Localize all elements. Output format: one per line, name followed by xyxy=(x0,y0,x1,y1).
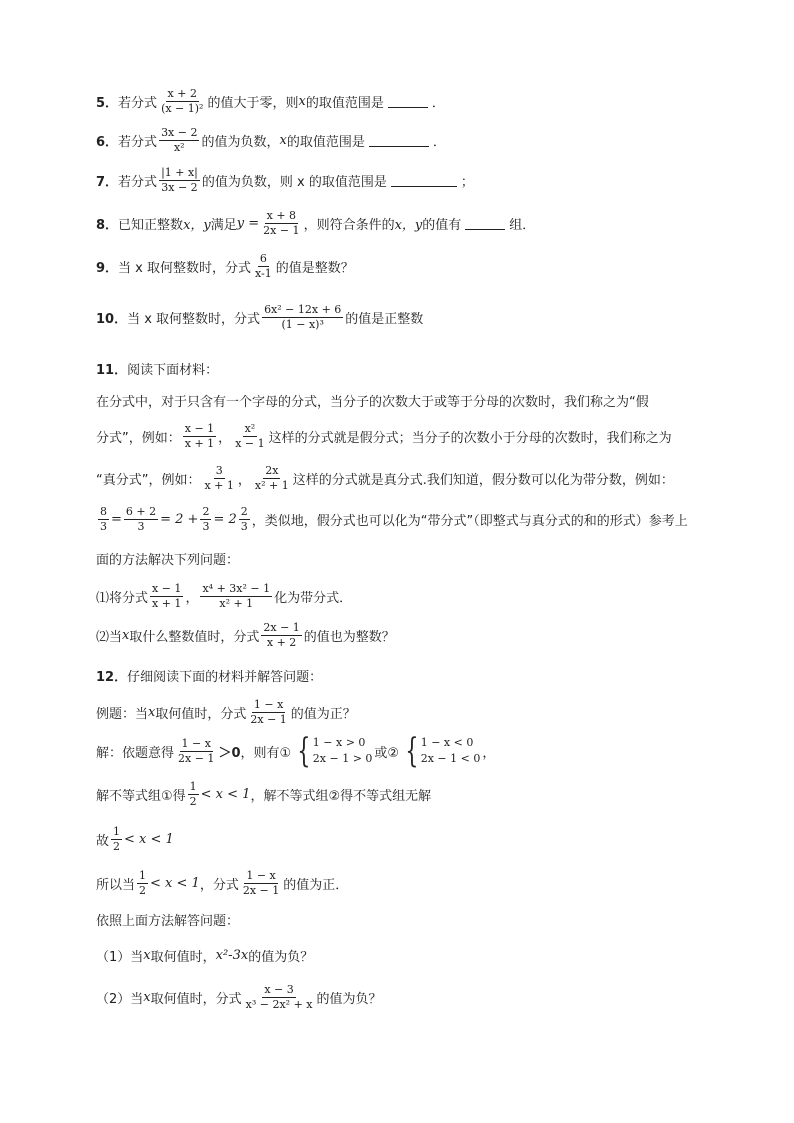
text-run: 2x − 1 < 0 xyxy=(420,752,481,765)
text-run: = 2 + xyxy=(160,512,199,527)
text-run: 11． xyxy=(96,363,128,378)
text-run: x xyxy=(143,948,151,963)
fraction-denominator: 2 xyxy=(139,884,147,897)
text-run: { xyxy=(405,731,419,771)
text-run: < x < 1 xyxy=(200,787,251,802)
fraction-numerator: 3 xyxy=(215,464,223,477)
fraction-denominator: 2x − 1 xyxy=(242,884,280,897)
text-run: 解不等式组①得 xyxy=(96,789,186,804)
fraction-numerator: x − 1 xyxy=(152,582,182,595)
fraction-numerator: 1 xyxy=(113,825,121,838)
question-7 xyxy=(96,166,474,195)
text-run: ⑴将分式 xyxy=(96,591,149,606)
fraction-numerator: 3x − 2 xyxy=(161,126,198,139)
inequality-system-1 xyxy=(293,731,373,771)
q6-fraction xyxy=(159,126,199,155)
fraction-numerator: 1 − x xyxy=(253,698,284,711)
fraction-denominator: x + 1 xyxy=(204,479,234,492)
q11-sub-2 xyxy=(96,621,395,650)
fraction-denominator: 2x − 1 xyxy=(178,751,215,765)
text-run: x xyxy=(143,990,151,1005)
q12-line-6 xyxy=(96,910,239,929)
text-run: 的值为负？ xyxy=(316,992,382,1007)
fraction xyxy=(202,464,235,493)
text-run: 若分式 xyxy=(118,135,158,150)
text-run: ， xyxy=(185,591,199,606)
q12-line-4 xyxy=(96,825,174,854)
text-run: 仔细阅读下面的材料并解答问题： xyxy=(127,670,323,685)
fraction-denominator: (x − 1)² xyxy=(161,102,204,115)
fraction-denominator: 2x − 1 xyxy=(250,713,287,726)
fraction-numerator: |1 + x| xyxy=(161,166,198,179)
text-run: 组． xyxy=(509,218,536,233)
fraction-numerator: x² xyxy=(244,422,256,435)
text-run: 的值为负数， xyxy=(201,135,280,150)
text-run: 取何值时，分式 xyxy=(150,992,242,1007)
fraction xyxy=(248,698,288,727)
fraction xyxy=(176,737,216,766)
q11-para-4 xyxy=(96,505,688,534)
text-run: ， xyxy=(482,745,496,761)
fraction-denominator: x² + 1 xyxy=(219,597,254,610)
fraction xyxy=(111,825,122,854)
text-run: x xyxy=(279,133,287,148)
text-run: 1 − x > 0 xyxy=(312,736,366,749)
fraction-denominator: x + 1 xyxy=(152,597,182,610)
answer-blank[interactable] xyxy=(388,95,428,108)
text-run: 6． xyxy=(96,135,119,150)
text-run: 故 xyxy=(96,834,110,849)
answer-blank[interactable] xyxy=(369,134,429,147)
text-run: 分式”，例如： xyxy=(96,431,181,446)
text-run: （1）当 xyxy=(96,950,144,965)
fraction xyxy=(244,983,315,1012)
fraction-denominator: 3 xyxy=(240,520,248,533)
text-run: 12． xyxy=(96,670,128,685)
text-run: 的取值范围是 xyxy=(305,96,384,111)
text-run: ，解不等式组②得不等式组无解 xyxy=(250,789,432,804)
fraction-numerator: x − 3 xyxy=(264,983,294,996)
text-run: ，类似地，假分式也可以化为“带分式”（即整式与真分式的和的形式）参考上 xyxy=(251,514,688,529)
text-run: 取何值时， xyxy=(150,950,216,965)
text-run xyxy=(421,735,481,767)
text-run: x，y xyxy=(183,218,211,233)
fraction xyxy=(183,422,216,451)
text-run: 当 x 取何整数时，分式 xyxy=(118,261,252,276)
text-run: ， xyxy=(218,431,232,446)
q9-fraction xyxy=(253,252,274,281)
text-run: x，y xyxy=(394,218,423,233)
fraction-denominator: 3 xyxy=(202,520,210,533)
q12-line-3 xyxy=(96,780,431,809)
fraction xyxy=(253,464,291,493)
fraction xyxy=(261,621,301,650)
text-run: 解：依题意得 xyxy=(96,745,175,761)
fraction xyxy=(239,505,250,534)
text-run: x xyxy=(298,94,306,109)
q8-fraction xyxy=(261,209,301,238)
question-5 xyxy=(96,87,445,116)
fraction xyxy=(150,582,183,611)
text-run: { xyxy=(297,731,311,771)
q12-line-5 xyxy=(96,869,348,898)
q10-fraction xyxy=(262,303,343,332)
fraction-denominator: 3 xyxy=(100,520,107,533)
text-run: ，则有① xyxy=(240,745,292,761)
text-run: ． xyxy=(431,96,445,111)
fraction-numerator: 1 xyxy=(189,780,197,793)
question-8 xyxy=(96,209,535,238)
fraction-denominator: x + 2 xyxy=(266,636,297,649)
fraction-numerator: x + 8 xyxy=(266,209,297,222)
fraction xyxy=(137,869,148,898)
text-run: < x < 1 xyxy=(150,876,200,891)
text-run: 已知正整数 xyxy=(118,218,184,233)
text-run: = xyxy=(111,512,122,527)
text-run: 当 x 取何整数时，分式 xyxy=(127,312,261,327)
text-run: ； xyxy=(460,175,474,190)
fraction-denominator: x − 1 xyxy=(235,437,265,450)
q5-fraction xyxy=(159,87,205,116)
text-run: 所以当 xyxy=(96,878,136,893)
text-run: 取何值时，分式 xyxy=(155,707,247,722)
q12-part-1 xyxy=(96,946,313,965)
inequality-system-2 xyxy=(401,731,481,771)
text-run: 的值为正？ xyxy=(290,707,356,722)
fraction-numerator: 2x − 1 xyxy=(263,621,300,634)
text-run: < x < 1 xyxy=(124,832,174,847)
text-run: ，则符合条件的 xyxy=(303,218,395,233)
fraction-numerator: 1 − x xyxy=(246,869,276,882)
question-9 xyxy=(96,252,354,281)
text-run: 依照上面方法解答问题： xyxy=(96,914,240,929)
text-run: ，分式 xyxy=(199,878,239,893)
q12-part-2 xyxy=(96,983,382,1012)
fraction-numerator: 8 xyxy=(100,505,107,518)
text-run: 的值是正整数 xyxy=(345,312,424,327)
question-6 xyxy=(96,126,446,155)
fraction-denominator: x-1 xyxy=(255,267,272,280)
q7-fraction xyxy=(159,166,200,195)
text-run: ， xyxy=(237,473,251,488)
answer-blank[interactable] xyxy=(391,174,457,187)
fraction xyxy=(98,505,109,534)
q12-solution xyxy=(96,731,496,771)
answer-blank[interactable] xyxy=(465,217,505,230)
question-10 xyxy=(96,303,423,332)
question-12 xyxy=(96,666,322,685)
text-run: 这样的分式就是真分式.我们知道，假分数可以化为带分数，例如： xyxy=(292,473,674,488)
text-run: 的取值范围是 xyxy=(286,135,365,150)
fraction xyxy=(200,582,272,611)
text-run: 面的方法解决下列问题： xyxy=(96,553,240,568)
fraction-denominator: 2 xyxy=(113,840,121,853)
fraction-denominator: 2x − 1 xyxy=(263,224,300,237)
text-run: 10． xyxy=(96,312,128,327)
fraction-denominator: x + 1 xyxy=(184,437,215,450)
text-run: 在分式中，对于只含有一个字母的分式，当分子的次数大于或等于分母的次数时，我们称之为“假 xyxy=(96,395,649,410)
text-run: “真分式”，例如： xyxy=(96,473,201,488)
text-run: 满足 xyxy=(210,218,237,233)
text-run: 的值是整数？ xyxy=(275,261,354,276)
question-11 xyxy=(96,359,218,378)
text-run xyxy=(313,735,373,767)
fraction-numerator: 1 xyxy=(139,869,147,882)
fraction-numerator: 6 + 2 xyxy=(125,505,157,518)
text-run: y = xyxy=(236,216,260,231)
fraction xyxy=(233,422,266,451)
text-run: x xyxy=(122,628,130,643)
text-run: 化为带分式． xyxy=(274,591,353,606)
text-run: 取什么整数值时，分式 xyxy=(129,630,260,645)
text-run: 的值为负？ xyxy=(248,950,314,965)
text-run: （2）当 xyxy=(96,992,144,1007)
q11-para-1 xyxy=(96,391,649,410)
q11-sub-1 xyxy=(96,582,352,611)
text-run: x²-3x xyxy=(215,948,249,963)
text-run: 的值有 xyxy=(422,218,462,233)
fraction-numerator: 2 xyxy=(240,505,248,518)
fraction-numerator: 2x xyxy=(265,464,279,477)
q11-para-3 xyxy=(96,464,674,493)
text-run: 8． xyxy=(96,218,119,233)
text-run: 这样的分式就是假分式；当分子的次数小于分母的次数时，我们称之为 xyxy=(268,431,672,446)
fraction-numerator: 6 xyxy=(259,252,267,265)
text-run: 2x − 1 > 0 xyxy=(312,752,373,765)
fraction-numerator: x + 2 xyxy=(167,87,197,100)
text-run: 若分式 xyxy=(118,175,158,190)
fraction-denominator: x² xyxy=(173,141,185,154)
q5-text: 若分式 xyxy=(118,96,158,111)
fraction-denominator: x³ − 2x² + x xyxy=(245,998,313,1011)
fraction-numerator: 2 xyxy=(202,505,210,518)
fraction xyxy=(124,505,158,534)
text-run: 阅读下面材料： xyxy=(127,363,219,378)
fraction-denominator: x² + 1 xyxy=(254,479,289,492)
q5-number: 5． xyxy=(96,96,119,111)
fraction-numerator: 1 − x xyxy=(181,736,211,750)
text-run: 或② xyxy=(374,745,400,761)
text-run: = 2 xyxy=(213,512,237,527)
q11-para-2 xyxy=(96,422,672,451)
text-run: ． xyxy=(432,135,446,150)
q11-para-5 xyxy=(96,549,239,568)
text-run: 的值也为整数？ xyxy=(303,630,395,645)
text-run: 7． xyxy=(96,175,119,190)
fraction xyxy=(241,869,281,898)
text-run: 1 − x < 0 xyxy=(420,736,474,749)
text-run: ⑵当 xyxy=(96,630,123,645)
fraction-numerator: 6x² − 12x + 6 xyxy=(264,303,342,316)
fraction-denominator: (1 − x)³ xyxy=(281,318,324,331)
text-run: 例题：当 xyxy=(96,707,149,722)
fraction-denominator: 2 xyxy=(189,795,197,808)
text-run: 的值为负数，则 x 的取值范围是 xyxy=(201,175,387,190)
q12-example xyxy=(96,698,356,727)
text-run: 的值大于零，则 xyxy=(207,96,299,111)
fraction-numerator: x − 1 xyxy=(184,422,215,435)
text-run: ＞0 xyxy=(218,745,241,761)
fraction-denominator: 3 xyxy=(137,520,145,533)
text-run: 9． xyxy=(96,261,119,276)
fraction-numerator: x⁴ + 3x² − 1 xyxy=(202,582,271,595)
fraction xyxy=(200,505,211,534)
text-run: x xyxy=(148,705,156,720)
text-run: 的值为正． xyxy=(283,878,349,893)
fraction-denominator: 3x − 2 xyxy=(161,181,198,194)
fraction xyxy=(188,780,199,809)
